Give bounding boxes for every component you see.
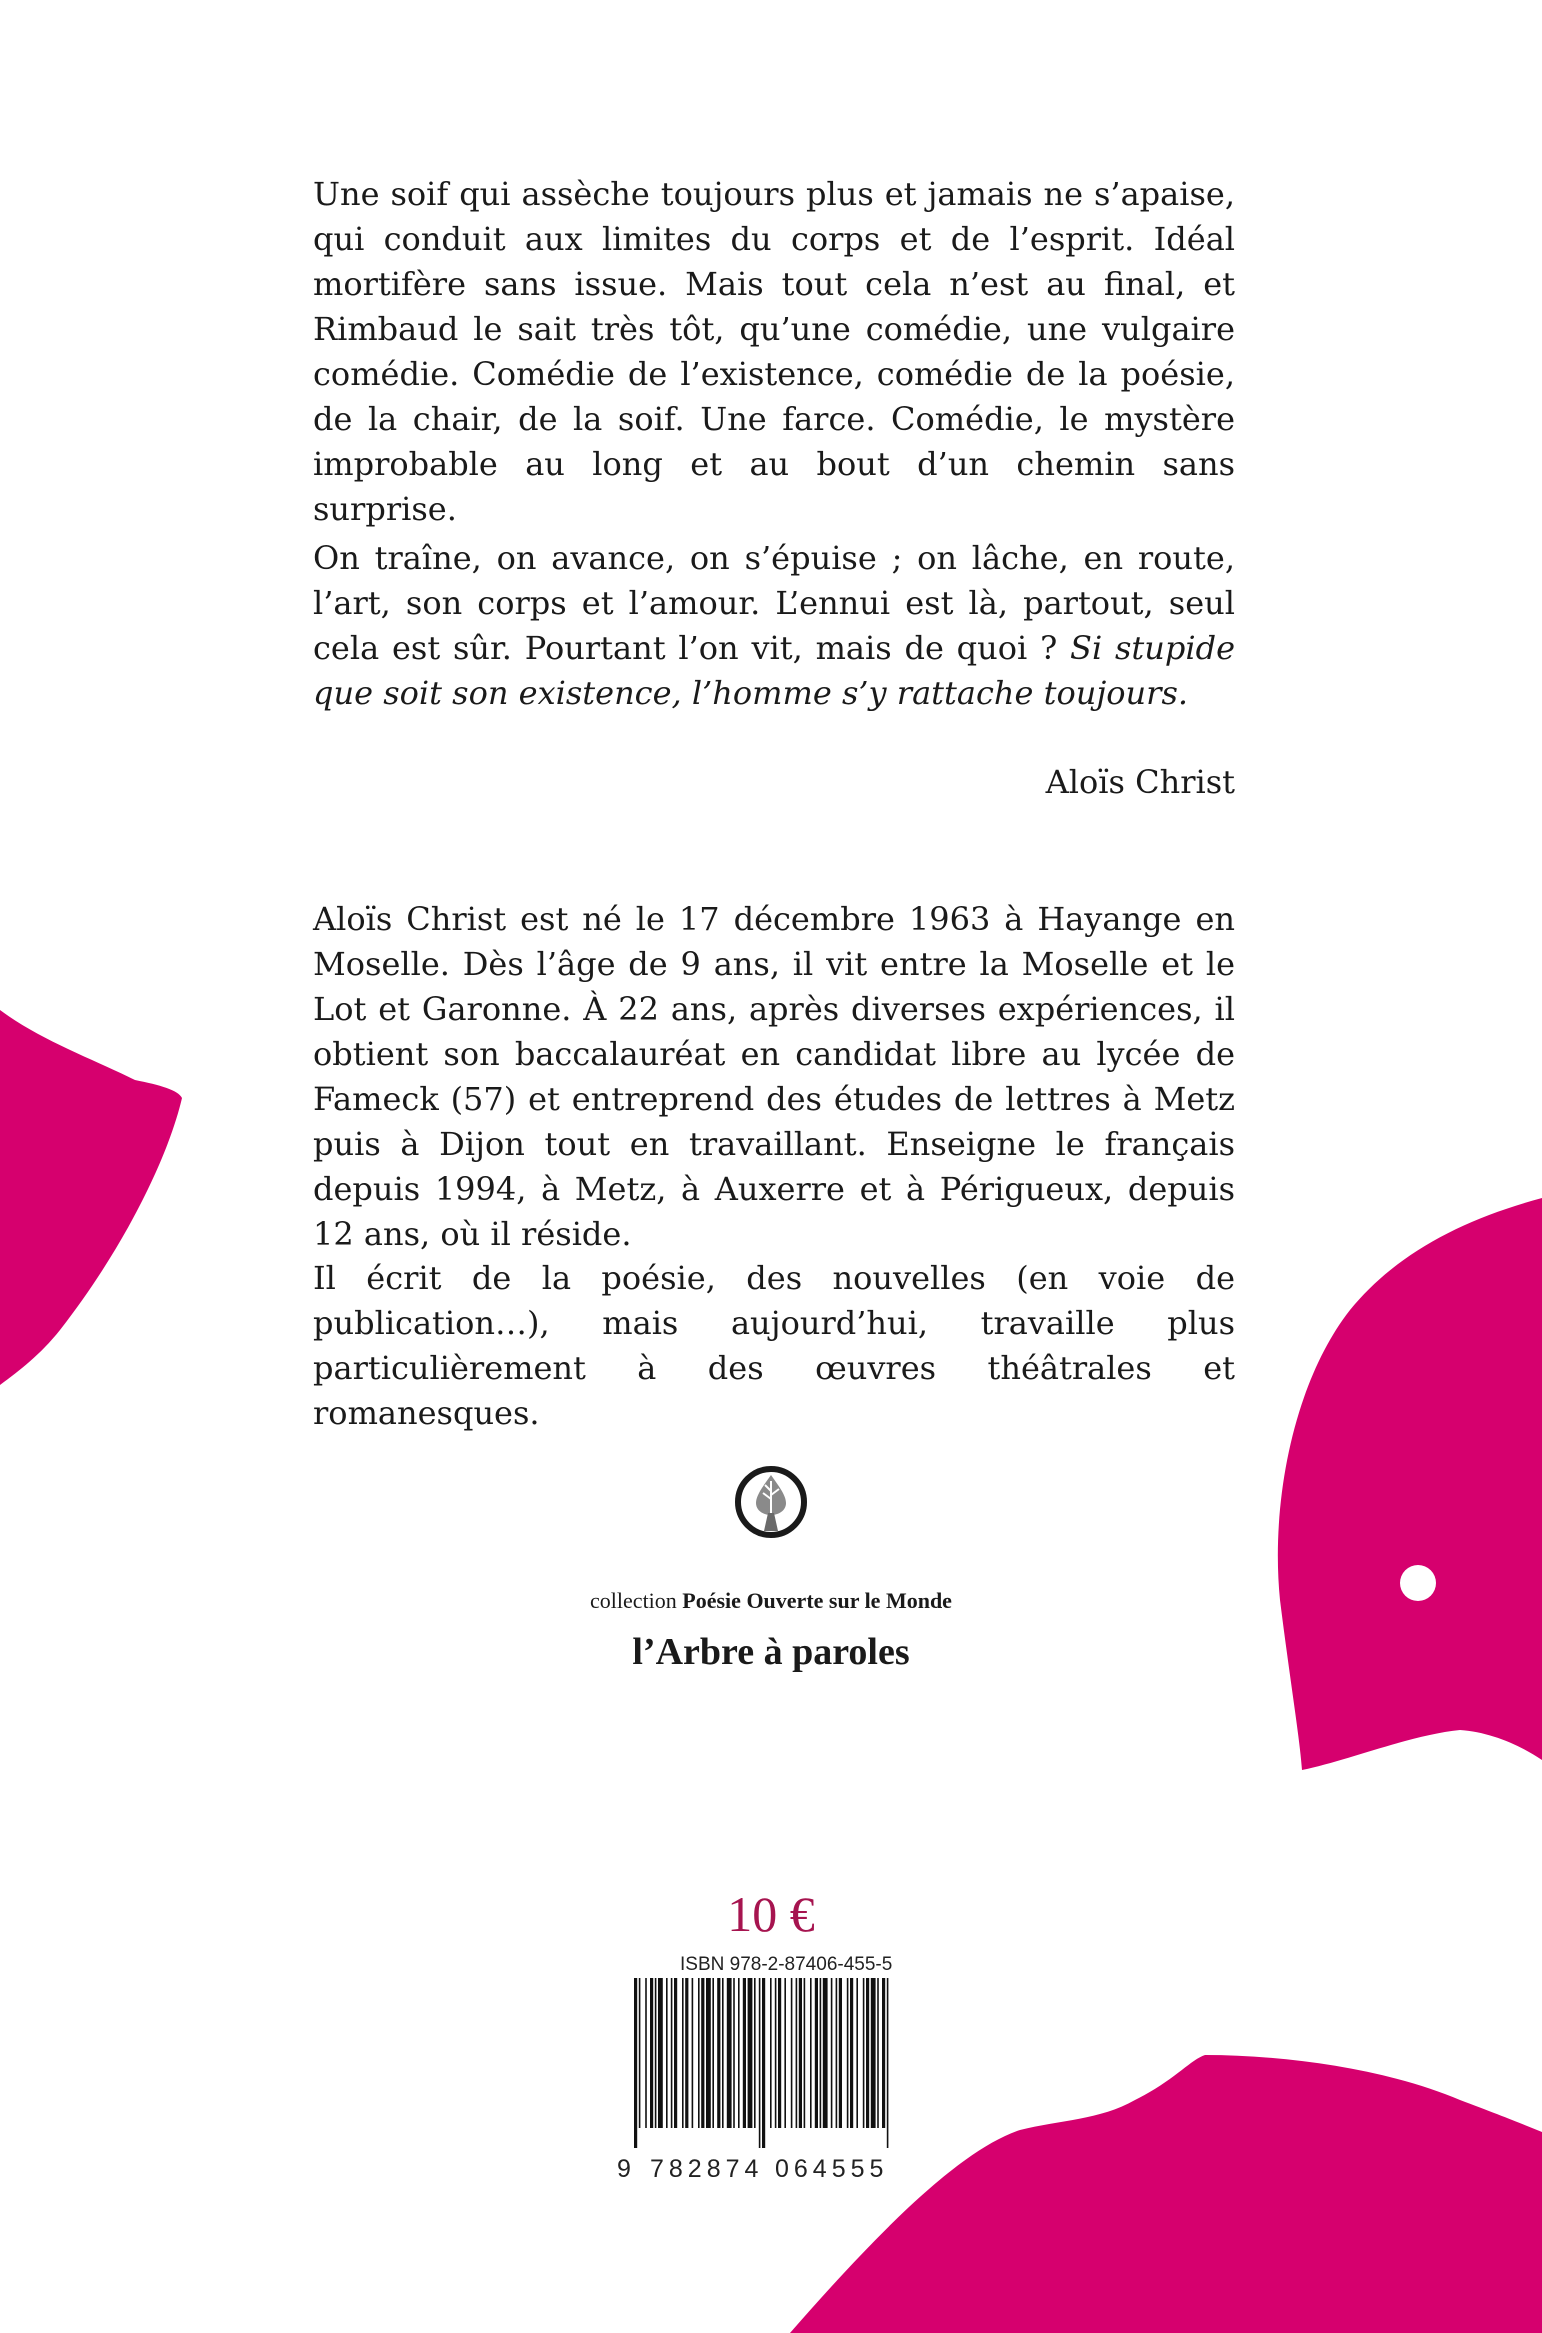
tree-leaf-logo-icon xyxy=(734,1465,808,1539)
barcode-bar xyxy=(882,1978,885,2128)
barcode-digits-left: 782874 xyxy=(650,2155,764,2183)
barcode-bar xyxy=(639,1978,641,2128)
barcode-bar xyxy=(850,1978,853,2128)
barcode-bar xyxy=(887,1978,889,2148)
barcode-bar xyxy=(650,1978,653,2128)
barcode-bar xyxy=(759,1978,761,2148)
barcode-bar xyxy=(671,1978,673,2128)
barcode-bar xyxy=(655,1978,657,2128)
barcode-bar xyxy=(810,1978,812,2128)
barcode-bar xyxy=(804,1978,806,2128)
barcode-bar xyxy=(698,1978,700,2128)
barcode-bar xyxy=(871,1978,876,2128)
barcode-bar xyxy=(791,1978,793,2128)
barcode-bar xyxy=(706,1978,711,2128)
price-label: 10 € xyxy=(727,1886,815,1942)
barcode-bar xyxy=(748,1978,753,2128)
barcode-bar xyxy=(784,1978,786,2128)
author-signature: Aloïs Christ xyxy=(1045,763,1235,801)
barcode-bar xyxy=(682,1978,684,2128)
isbn-label: ISBN 978-2-87406-455-5 xyxy=(680,1954,893,1975)
barcode-bar xyxy=(815,1978,818,2128)
barcode-digit-first: 9 xyxy=(617,2155,631,2183)
pink-shape-bottom xyxy=(790,2055,1542,2333)
barcode-bar xyxy=(754,1978,756,2128)
isbn-barcode xyxy=(630,1978,892,2148)
quote-paragraph-2-italic: Si stupide que soit son existence, l’homme s’y rattache toujours. xyxy=(313,629,1236,712)
barcode-bar xyxy=(692,1978,694,2128)
barcode-bar xyxy=(856,1978,858,2128)
barcode-bar xyxy=(666,1978,668,2128)
barcode-bar xyxy=(722,1978,724,2128)
quote-paragraph-2-text: On traîne, on avance, on s’épuise ; on lâche, en route, l’art, son corps et l’amour. L’ennui est là, partout, seul cela est sûr. Pourtant l’on vit, mais de quoi ? xyxy=(313,539,1235,667)
pink-shape-right xyxy=(1278,1198,1542,1770)
barcode-bar xyxy=(778,1978,781,2128)
barcode-bar xyxy=(733,1978,735,2128)
barcode-bar xyxy=(743,1978,746,2128)
barcode-bar xyxy=(775,1978,777,2128)
barcode-bar xyxy=(634,1978,637,2148)
collection-prefix: collection xyxy=(590,1588,683,1613)
barcode-bar xyxy=(866,1978,869,2128)
barcode-bar xyxy=(847,1978,849,2128)
barcode-bar xyxy=(836,1978,838,2128)
barcode-bar xyxy=(674,1978,677,2128)
barcode-bar xyxy=(762,1978,765,2148)
barcode-bar xyxy=(645,1978,647,2128)
author-bio-paragraph-1: Aloïs Christ est né le 17 décembre 1963 à Hayange en Moselle. Dès l’âge de 9 ans, il vit entre la Moselle et le Lot et Garonne. À 22 ans, après diverses expériences, il obtient son baccalauréat en candidat libre au lycée de Fameck (57) et entreprend des études de lettres à Metz puis à Dijon tout en travaillant. Enseigne le français depuis 1994, à Metz, à Auxerre et à Périgueux, depuis 12 ans, où il réside. xyxy=(313,900,1235,1253)
barcode-bar xyxy=(727,1978,732,2128)
barcode-bar xyxy=(823,1978,828,2128)
collection-line xyxy=(0,1588,1542,1614)
barcode-bar xyxy=(685,1978,688,2128)
quote-paragraph-1: Une soif qui assèche toujours plus et jamais ne s’apaise, qui conduit aux limites du corps et de l’esprit. Idéal mortifère sans issue. Mais tout cela n’est au final, et Rimbaud le sait très tôt, qu’une comédie, une vulgaire comédie. Comédie de l’existence, comédie de la poésie, de la chair, de la soif. Une farce. Comédie, le mystère improbable au long et au bout d’un chemin sans surprise. xyxy=(313,175,1235,528)
barcode-bar xyxy=(658,1978,663,2128)
barcode-bar xyxy=(839,1978,842,2128)
barcode-bar xyxy=(701,1978,704,2128)
quote-paragraph-2 xyxy=(313,536,1235,716)
barcode-bar xyxy=(863,1978,865,2128)
pink-shape-left xyxy=(0,1010,182,1385)
barcode-bar xyxy=(712,1978,714,2128)
collection-name: Poésie Ouverte sur le Monde xyxy=(682,1588,952,1613)
publisher-name: l’Arbre à paroles xyxy=(632,1631,910,1673)
barcode-bar xyxy=(799,1978,802,2128)
barcode-bar xyxy=(738,1978,740,2128)
barcode-digits-right: 064555 xyxy=(775,2155,889,2183)
barcode-bar xyxy=(796,1978,798,2128)
barcode-bar xyxy=(770,1978,772,2128)
author-bio-paragraph-2: Il écrit de la poésie, des nouvelles (en voie de publication…), mais aujourd’hui, travaille plus particulièrement à des œuvres théâtrales et romanesques. xyxy=(313,1259,1235,1432)
barcode-bar xyxy=(831,1978,833,2128)
barcode-bar xyxy=(877,1978,879,2128)
barcode-bar xyxy=(717,1978,720,2128)
barcode-bar xyxy=(820,1978,822,2128)
